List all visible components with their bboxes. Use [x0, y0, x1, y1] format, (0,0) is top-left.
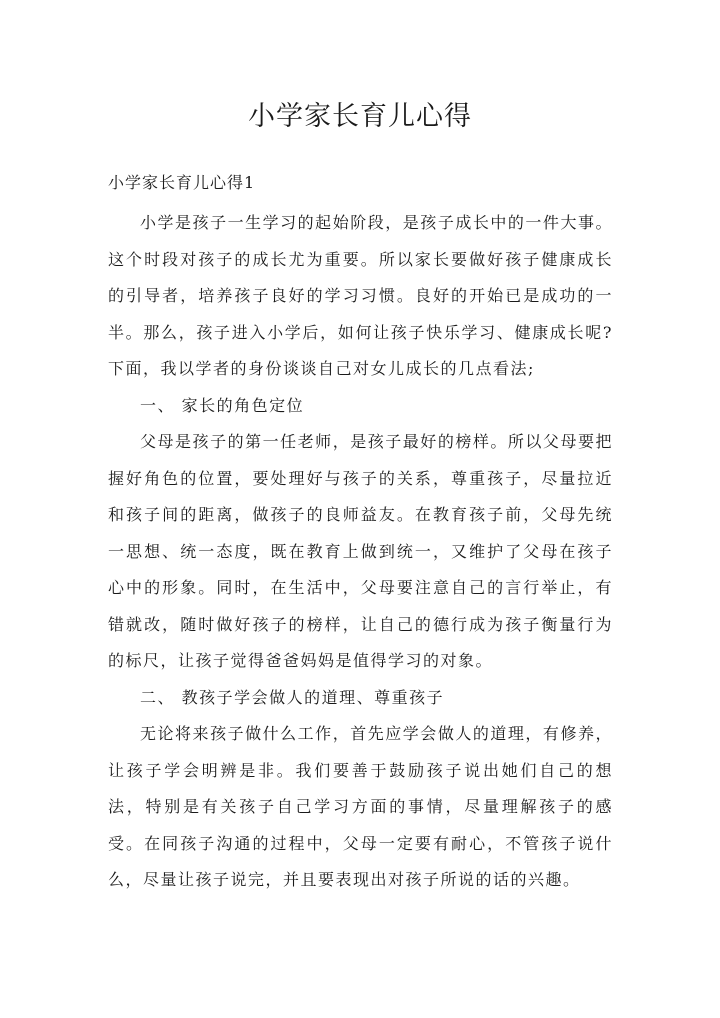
document-title: 小学家长育儿心得	[248, 101, 472, 132]
section-heading-1: 一、 家长的角色定位	[140, 395, 305, 415]
section-paragraph-2: 无论将来孩子做什么工作，首先应学会做人的道理，有修养，让孩子学会明辨是非。我们要善于鼓励孩子说出她们自己的想法，特别是有关孩子自己学习方面的事情，尽量理解孩子的感受。在同孩子沟通的过程中，父母一定要有耐心，不管孩子说什么，尽量让孩子说完，并且要表现出对孩子所说的话的兴趣。	[108, 724, 613, 889]
document-body	[108, 205, 613, 899]
section-heading-2: 二、 教孩子学会做人的道理、尊重孩子	[140, 687, 445, 707]
section-paragraph-1: 父母是孩子的第一任老师，是孩子最好的榜样。所以父母要把握好角色的位置，要处理好与孩子的关系，尊重孩子，尽量拉近和孩子间的距离，做孩子的良师益友。在教育孩子前，父母先统一思想、统一态度，既在教育上做到统一，又维护了父母在孩子心中的形象。同时，在生活中，父母要注意自己的言行举止，有错就改，随时做好孩子的榜样，让自己的德行成为孩子衡量行为的标尺，让孩子觉得爸爸妈妈是值得学习的对象。	[108, 432, 613, 670]
intro-paragraph: 小学是孩子一生学习的起始阶段，是孩子成长中的一件大事。这个时段对孩子的成长尤为重要。所以家长要做好孩子健康成长的引导者，培养孩子良好的学习习惯。良好的开始已是成功的一半。那么，孩子进入小学后，如何让孩子快乐学习、健康成长呢?下面，我以学者的身份谈谈自己对女儿成长的几点看法;	[108, 213, 613, 378]
section-subtitle: 小学家长育儿心得1	[108, 173, 256, 192]
